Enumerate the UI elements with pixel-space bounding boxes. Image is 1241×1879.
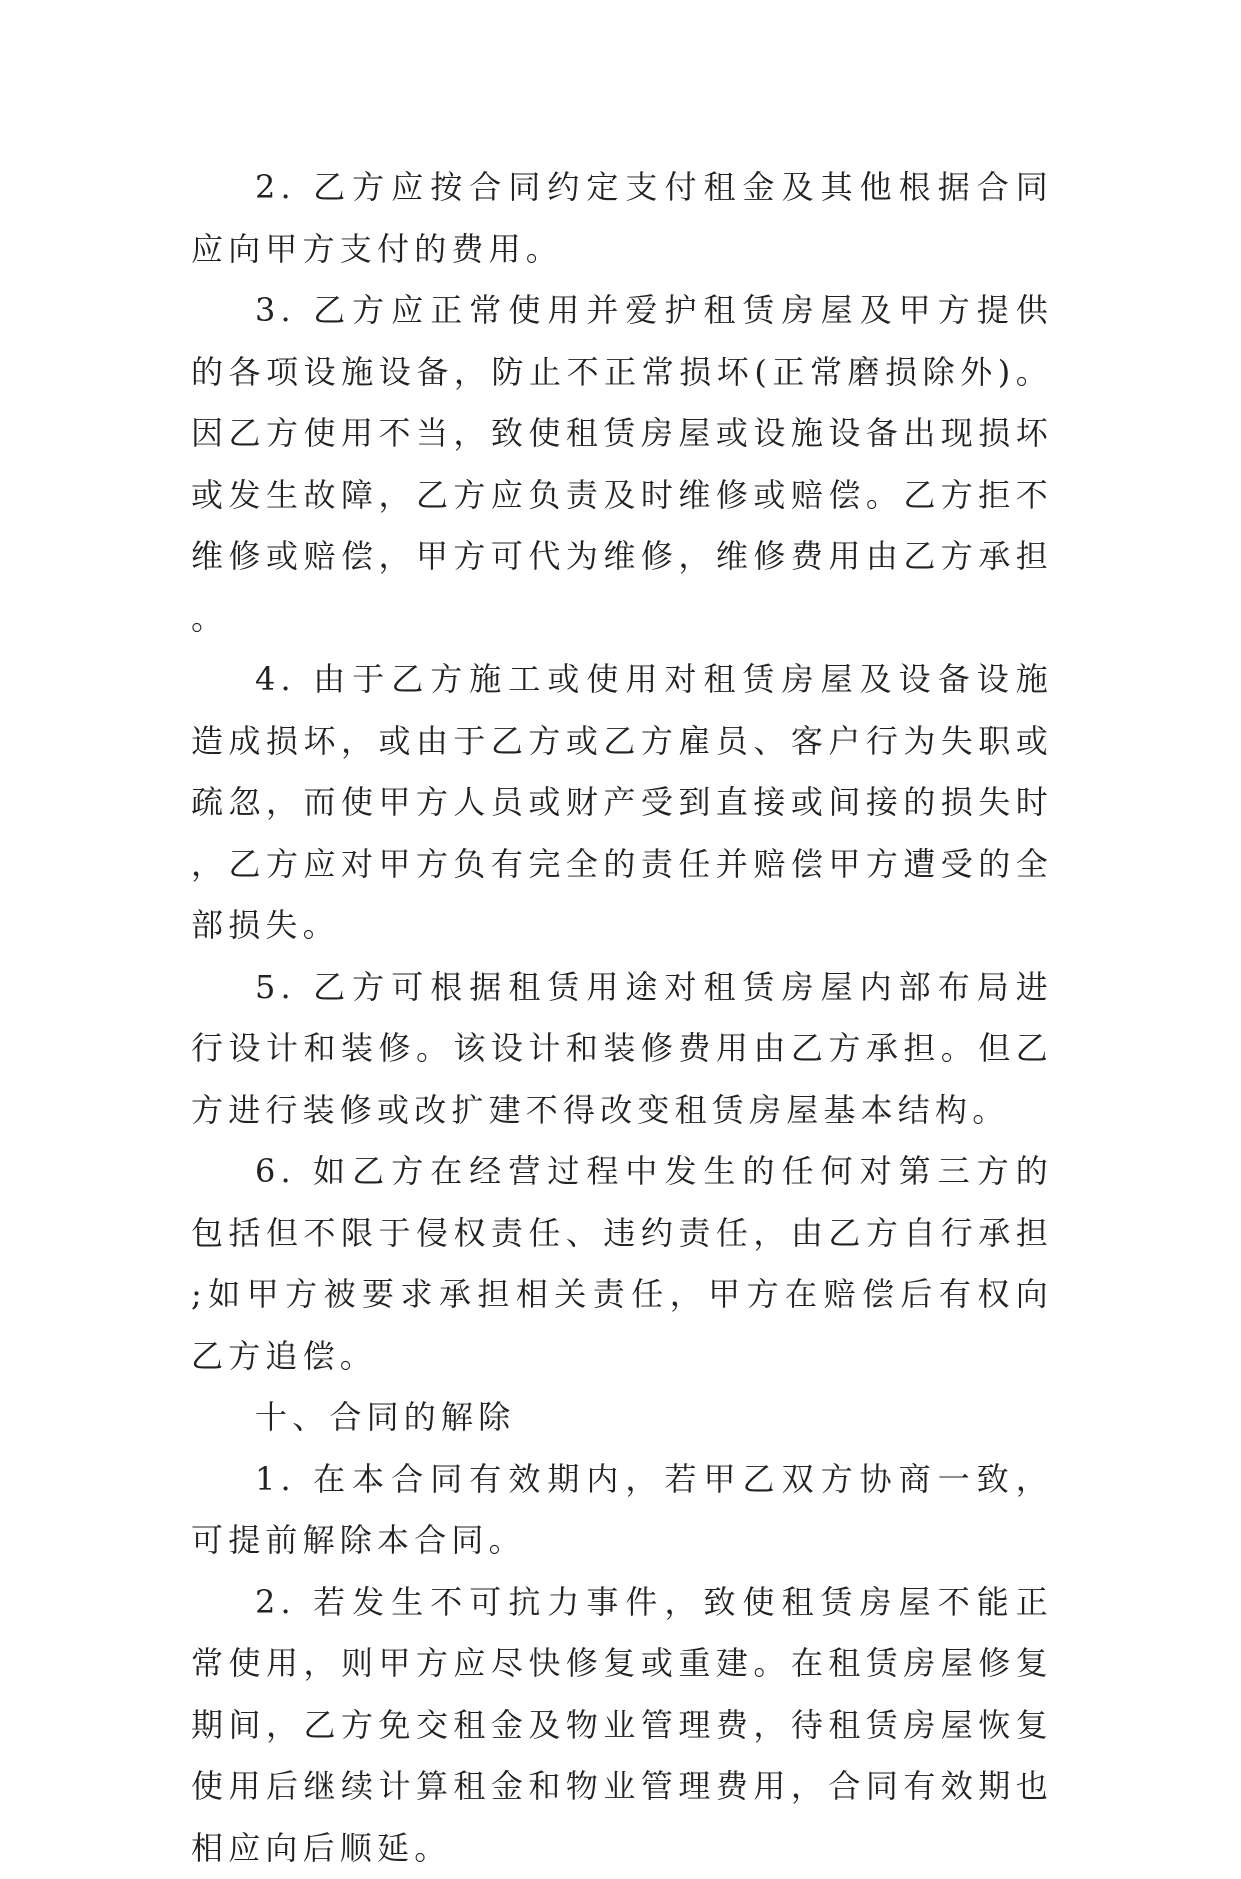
clause-paragraph-2-payment: 2. 乙方应按合同约定支付租金及其他根据合同应向甲方支付的费用。	[191, 157, 1053, 280]
clause-paragraph-termination-1: 1. 在本合同有效期内，若甲乙双方协商一致，可提前解除本合同。	[191, 1449, 1053, 1572]
section-heading-termination: 十、合同的解除	[191, 1387, 1053, 1449]
clause-paragraph-4-liability: 4. 由于乙方施工或使用对租赁房屋及设备设施造成损坏，或由于乙方或乙方雇员、客户行为失职或疏忽，而使甲方人员或财产受到直接或间接的损失时，乙方应对甲方负有完全的责任并赔偿甲方遭受的全部损失。	[191, 649, 1053, 957]
clause-paragraph-3-maintenance: 3. 乙方应正常使用并爱护租赁房屋及甲方提供的各项设施设备，防止不正常损坏(正常磨损除外)。因乙方使用不当，致使租赁房屋或设施设备出现损坏或发生故障，乙方应负责及时维修或赔偿。乙方拒不维修或赔偿，甲方可代为维修，维修费用由乙方承担。	[191, 280, 1053, 649]
clause-paragraph-5-renovation: 5. 乙方可根据租赁用途对租赁房屋内部布局进行设计和装修。该设计和装修费用由乙方承担。但乙方进行装修或改扩建不得改变租赁房屋基本结构。	[191, 957, 1053, 1142]
clause-paragraph-termination-2: 2. 若发生不可抗力事件，致使租赁房屋不能正常使用，则甲方应尽快修复或重建。在租赁房屋修复期间，乙方免交租金及物业管理费，待租赁房屋恢复使用后继续计算租金和物业管理费用，合同有效期也相应向后顺延。	[191, 1572, 1053, 1879]
document-body	[191, 157, 1053, 1879]
clause-paragraph-6-third-party: 6. 如乙方在经营过程中发生的任何对第三方的包括但不限于侵权责任、违约责任，由乙方自行承担;如甲方被要求承担相关责任，甲方在赔偿后有权向乙方追偿。	[191, 1141, 1053, 1387]
